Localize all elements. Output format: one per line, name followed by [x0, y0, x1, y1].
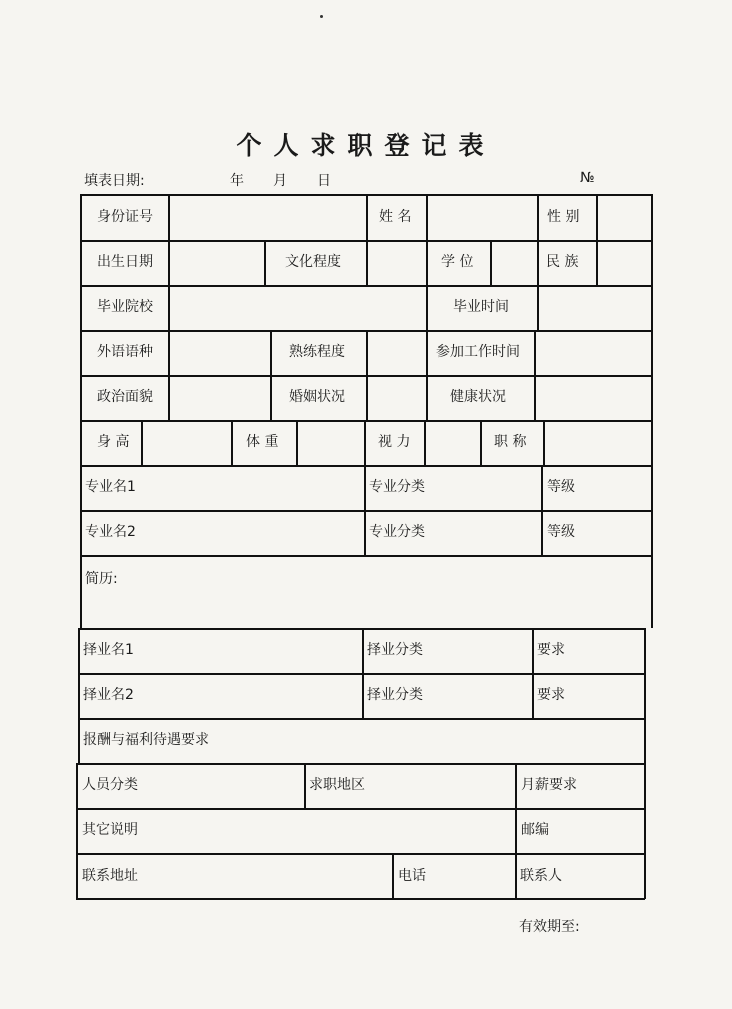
vision-label: 视 力 [378, 434, 411, 450]
graduation-time-label: 毕业时间 [453, 299, 509, 315]
resume-label: 简历: [85, 571, 118, 587]
salary-label: 月薪要求 [521, 777, 577, 793]
form-title: 个人求职登记表 [236, 131, 496, 160]
ethnicity-label: 民 族 [546, 254, 579, 270]
other-notes-label: 其它说明 [82, 822, 138, 838]
level2-label: 等级 [547, 524, 575, 540]
job2-label: 择业名2 [83, 687, 134, 703]
major-category1-label: 专业分类 [369, 479, 425, 495]
job1-label: 择业名1 [83, 642, 134, 658]
postcode-label: 邮编 [521, 822, 549, 838]
degree-label: 学 位 [441, 254, 474, 270]
benefits-label: 报酬与福利待遇要求 [83, 732, 209, 748]
marital-label: 婚姻状况 [289, 389, 345, 405]
title-rank-label: 职 称 [494, 434, 527, 450]
requirement1-label: 要求 [537, 642, 565, 658]
major-category2-label: 专业分类 [369, 524, 425, 540]
valid-until-label: 有效期至: [519, 919, 580, 935]
address-label: 联系地址 [82, 868, 138, 884]
id-number-label: 身份证号 [97, 209, 153, 225]
day-label: 日 [317, 173, 331, 189]
personnel-type-label: 人员分类 [82, 777, 138, 793]
job-category1-label: 择业分类 [367, 642, 423, 658]
name-label: 姓 名 [379, 209, 412, 225]
contact-person-label: 联系人 [520, 868, 562, 884]
level1-label: 等级 [547, 479, 575, 495]
school-label: 毕业院校 [97, 299, 153, 315]
birth-date-label: 出生日期 [97, 254, 153, 270]
month-label: 月 [273, 173, 287, 189]
gender-label: 性 别 [547, 209, 580, 225]
fill-date-label: 填表日期: [84, 173, 145, 189]
serial-number-label: № [580, 170, 595, 186]
phone-label: 电话 [398, 868, 426, 884]
requirement2-label: 要求 [537, 687, 565, 703]
health-label: 健康状况 [450, 389, 506, 405]
proficiency-label: 熟练程度 [289, 344, 345, 360]
job-category2-label: 择业分类 [367, 687, 423, 703]
language-label: 外语语种 [97, 344, 153, 360]
job-region-label: 求职地区 [309, 777, 365, 793]
year-label: 年 [230, 173, 244, 189]
weight-label: 体 重 [246, 434, 279, 450]
height-label: 身 高 [97, 434, 130, 450]
political-label: 政治面貌 [97, 389, 153, 405]
work-start-label: 参加工作时间 [436, 344, 520, 360]
major2-label: 专业名2 [85, 524, 136, 540]
education-label: 文化程度 [285, 254, 341, 270]
major1-label: 专业名1 [85, 479, 136, 495]
